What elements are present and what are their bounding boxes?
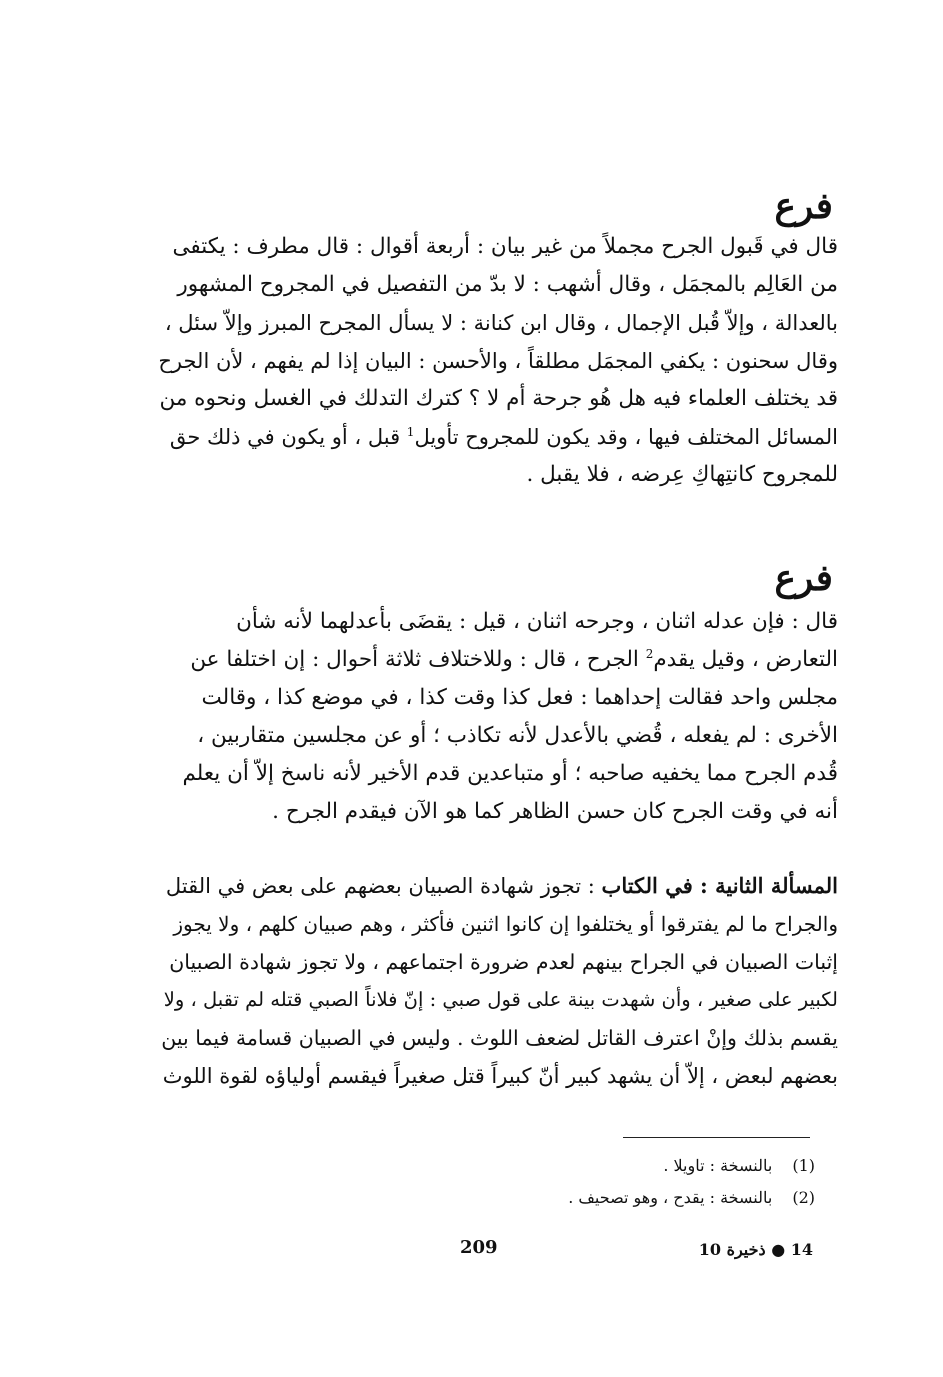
text-line: للمجروح كانتِهاكِ عِرضه ، فلا يقبل . — [526, 462, 838, 487]
text-line: من العَالِم بالمجمَل ، وقال أشهب : لا بدّ من التفصيل في المجروح المشهور — [177, 272, 838, 297]
footnote-text: بالنسخة : تاويلا . — [663, 1156, 773, 1175]
paragraph-taarud — [158, 603, 838, 831]
masala-lead: المسألة الثانية : في الكتاب — [601, 873, 838, 898]
footnote-number: (1) — [792, 1156, 815, 1175]
text-run: : تجوز شهادة الصبيان بعضهم على بعض في القتل — [165, 874, 602, 898]
page-number: 209 — [460, 1237, 498, 1258]
footnote-text: بالنسخة : يقدح ، وهو تصحيف . — [568, 1188, 773, 1207]
text-line: قال في قَبول الجرح مجملاً من غير بيان : أربعة أقوال : قال مطرف : يكتفى — [172, 234, 838, 259]
text-line: إثبات الصبيان في الجراح بينهم لعدم ضرورة اجتماعهم ، ولا تجوز شهادة الصبيان — [169, 950, 838, 974]
text-line: وقال سحنون : يكفي المجمَل مطلقاً ، والأحسن : البيان إذا لم يفهم ، لأن الجرح — [158, 349, 838, 373]
text-line: مجلس واحد فقالت إحداهما : فعل كذا وقت كذا ، في موضع كذا ، وقالت — [201, 685, 838, 710]
footnote-item — [400, 1150, 815, 1182]
text-run: المسائل المختلف فيها ، وقد يكون للمجروح تأويل — [414, 425, 838, 449]
text-line: بعضهم لبعض ، إلاّ أن يشهد كبير أنّ كبيراً قتل صغيراً فيقسم أولياؤه لقوة اللوث — [162, 1064, 838, 1088]
footnote-number: (2) — [792, 1188, 815, 1207]
text-line: الأخرى : لم يفعله ، قُضي بالأعدل لأنه تكاذب ؛ أو عن مجلسين متقاربين ، — [197, 723, 838, 748]
text-line: لكبير على صغير ، وأن شهدت بينة على قول صبي : إنّ فلاناً الصبي قتله لم تقبل ، ولا — [163, 988, 838, 1011]
text-line: قُدم الجرح مما يخفيه صاحبه ؛ أو متباعدين قدم الأخير لأنه ناسخ إلاّ أن يعلم — [182, 761, 838, 786]
footnote-marker: 1 — [406, 425, 415, 439]
paragraph-masala-thaniya — [158, 867, 838, 1095]
text-line: قد يختلف العلماء فيه هل هُو جرحة أم لا ؟ كترك التدلك في الغسل ونحوه من — [159, 386, 838, 411]
text-line: يقسم بذلك وإنْ اعترف القاتل لضعف اللوث . وليس في الصبيان قسامة فيما بين — [161, 1026, 838, 1050]
footnotes — [400, 1150, 815, 1214]
printer-signature: 14 ● ذخيرة 10 — [698, 1240, 813, 1259]
text-line: والجراح ما لم يفترقوا أو يختلفوا إن كانوا اثنين فأكثر ، وهم صبيان كلهم ، ولا يجوز — [173, 912, 838, 936]
text-line — [158, 418, 838, 456]
section-heading-far: فرع — [774, 557, 833, 599]
text-line — [158, 867, 838, 905]
footnote-item — [400, 1182, 815, 1214]
footnote-marker: 2 — [645, 646, 654, 661]
text-line — [158, 641, 838, 679]
footnote-divider — [623, 1137, 810, 1138]
text-run: قبل ، أو يكون في ذلك حق — [169, 425, 407, 449]
paragraph-jarh-mujmal — [158, 228, 838, 494]
text-line: بالعدالة ، وإلاّ قُبل الإجمال ، وقال ابن كنانة : لا يسأل المجرح المبرز وإلاّ سئل ، — [164, 311, 838, 335]
section-heading-far: فرع — [774, 185, 833, 227]
text-line: قال : فإن عدله اثنان ، وجرحه اثنان ، قيل : يقضَى بأعدلهما لأنه شأن — [236, 609, 838, 634]
text-line: أنه في وقت الجرح كان حسن الظاهر كما هو الآن فيقدم الجرح . — [272, 799, 838, 824]
text-run: الجرح ، قال : وللاختلاف ثلاثة أحوال : إن اختلفا عن — [190, 647, 646, 672]
text-run: التعارض ، وقيل يقدم — [653, 647, 838, 672]
